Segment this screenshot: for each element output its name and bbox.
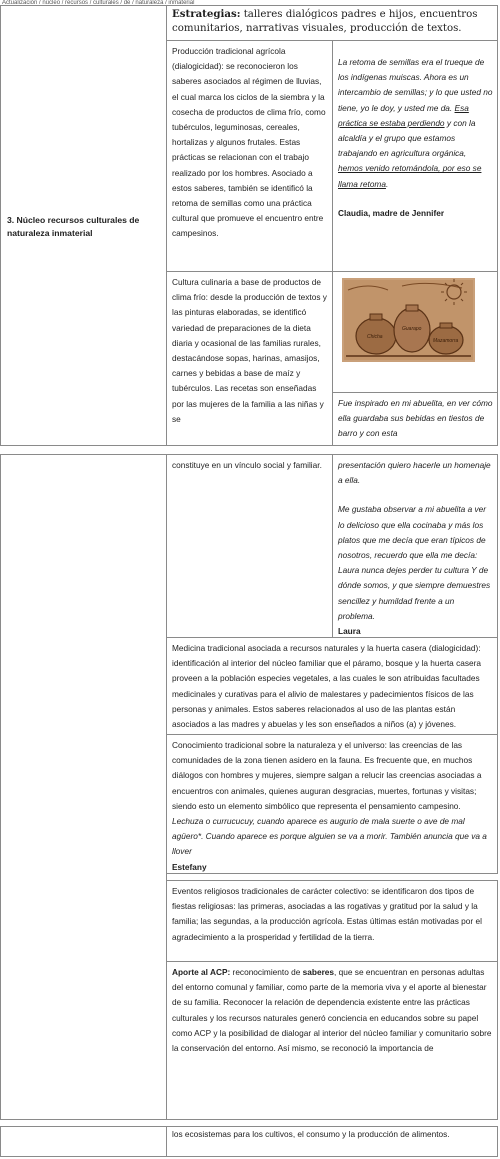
agricola-text: Producción tradicional agrícola (dialogicidad): se reconocieron los saberes asociados al régimen de lluvias, el cual marca los ciclos de la siembra y la cosecha de productos de clima frío, como tubérculos, leguminosas, cereales, hortalizas y algunos frutales. Estas prácticas se relacionan con el trabajo realizado por los hombres. Asociado a estos saberes, también se identificó la retoma de semillas como una práctica cultural que promueve el encuentro entre campesinos. <box>172 46 326 239</box>
agricola-quote-underline-1: Esa práctica se estaba perdiendo <box>338 102 469 128</box>
aporte-cell <box>166 961 498 1120</box>
aporte-text-part-2: , que se encuentran en personas adultas del entorno comunal y familiar, como parte de la memoria viva y el aporte al bienestar de su familia. Reconocer la relación de dependencia existente entre las prácticas culturales y los recursos naturales generó conciencia en educandos sobre su papel como ACP y la posibilidad de dialogar al interior del núcleo familiar y comunitario sobre la conservación del entorno. Así mismo, se reconoció la importancia de <box>172 967 492 1054</box>
culinaria-quote-bottom-2: Me gustaba observar a mi abuelita a ver lo delicioso que ella cocinaba y más los platos que me decía que eran típicos de nosotros, recuerdo que ella me decía: Laura nunca dejes perder tu cultura Y de dónde somos, y que siempre demuestres sencillez y humildad frente a un problema. <box>338 504 491 621</box>
aporte-label: Aporte al ACP: <box>172 967 231 977</box>
strategy-text: talleres dialógicos padres e hijos, encuentros comunitarios, narrativas visuales, producción de textos. <box>172 9 478 34</box>
culinaria-quote-top-cell <box>332 392 498 446</box>
agricola-quote-part-2: y con la alcaldía y el grupo que estamos trabajando en agricultura orgánica, <box>338 117 476 159</box>
row-label-cell-continued <box>0 454 167 1120</box>
conocimiento-cell <box>166 734 498 874</box>
core-label: 3. Núcleo recursos culturales de naturaleza inmaterial <box>7 215 140 238</box>
aporte-continued-cell <box>166 1126 498 1157</box>
drawing-label-3: Mazamorra <box>433 338 459 344</box>
aporte-text-part-1: reconocimiento de <box>230 967 303 977</box>
strategy-cell <box>166 5 498 41</box>
conocimiento-quote: Lechuza o currucucuy, cuando aparece es augurio de mala suerte o ave de mal agüero*. Cuando aparece es porque alguien se va a morir. También anuncia que va a llover <box>172 816 487 857</box>
culinaria-drawing-cell <box>332 271 498 393</box>
culinaria-text-top: Cultura culinaria a base de productos de clima frío: desde la producción de textos y las pinturas elaboradas, se identificó variedad de preparaciones de la dieta diaria y ocasional de las familias rurales, destacándose sopas, harinas, amasijos, carnes y bebidas a base de maíz y tubérculos. Las recetas son enseñadas por las mujeres de la familia a las niñas y se <box>172 277 327 424</box>
agricola-text-cell <box>166 40 333 272</box>
agricola-quote-part-1: La retoma de semillas era el trueque de los indígenas muiscas. Ahora es un intercambio de semillas; y lo que usted no tiene, yo le doy, y usted me da. <box>338 57 493 113</box>
agricola-quote-author: Claudia, madre de Jennifer <box>338 207 445 218</box>
eventos-text: Eventos religiosos tradicionales de carácter colectivo: se identificaron dos tipos de fiestas religiosas: las primeras, asociadas a las rogativas y gratitud por la salud y la familia; las segundas, a la producción agrícola. Estas últimas están motivadas por el agradecimiento a la prosperidad y fertilidad de la tierra. <box>172 886 482 942</box>
row-label-cell-final <box>0 1126 167 1157</box>
row-label-cell <box>0 5 167 446</box>
clay-pots-drawing <box>342 278 475 362</box>
culinaria-text-bottom: constituye en un vínculo social y familiar. <box>172 460 322 470</box>
strategy-label: Estrategias: <box>172 8 241 20</box>
agricola-quote-part-3: . <box>385 178 389 189</box>
culinaria-text-cell <box>166 271 333 446</box>
culinaria-quote-top: Fue inspirado en mi abuelita, en ver cómo ella guardaba sus bebidas en tiestos de barro y con esta <box>338 398 493 439</box>
drawing-clay-pots-image <box>342 278 475 362</box>
culinaria-quote-continued-cell <box>332 454 498 638</box>
eventos-cell <box>166 880 498 962</box>
culinaria-quote-bottom-1: presentación quiero hacerle un homenaje a ella. <box>338 460 491 486</box>
aporte-bold-word: saberes <box>302 967 335 977</box>
medicina-text: Medicina tradicional asociada a recursos naturales y la huerta casera (dialogicidad): identificación al interior del núcleo familiar que el páramo, bosque y la huerta casera proveen a la población especies vegetales, a las cuales le son atribuidas facultades medicinales y curativas para el alivio de malestares y padecimientos físicos de las personas y animales. Estos saberes relacionados al uso de las plantas están asociados a las madres y abuelas y les son enseñados a niños (a) y jóvenes. <box>172 643 482 730</box>
aporte-text-end: los ecosistemas para los cultivos, el consumo y la producción de alimentos. <box>172 1129 450 1139</box>
culinaria-quote-author: Laura <box>338 626 361 637</box>
culinaria-text-continued-cell <box>166 454 333 638</box>
agricola-quote-cell <box>332 40 498 272</box>
drawing-label-2: Guarapo <box>402 326 422 332</box>
agricola-quote-underline-2: hemos venido retomándola, por eso se llama retoma <box>338 163 482 189</box>
page-header-fragment: Actualización / núcleo / recursos / culturales / de / naturaleza / inmaterial <box>2 0 195 6</box>
medicina-cell <box>166 637 498 735</box>
drawing-label-1: Chicha <box>367 334 383 340</box>
conocimiento-text: Conocimiento tradicional sobre la naturaleza y el universo: las creencias de las comunidades de la zona tienen asidero en la fauna. Es frecuente que, en muchos diálogos con hombres y mujeres, siempre salgan a relucir las creencias asociadas a encuentros con animales, quienes auguran desgracias, muertes, fortunas y visitas; siendo esto un elemento simbólico que representa el pensamiento campesino. <box>172 740 482 811</box>
conocimiento-quote-author: Estefany <box>172 861 207 872</box>
